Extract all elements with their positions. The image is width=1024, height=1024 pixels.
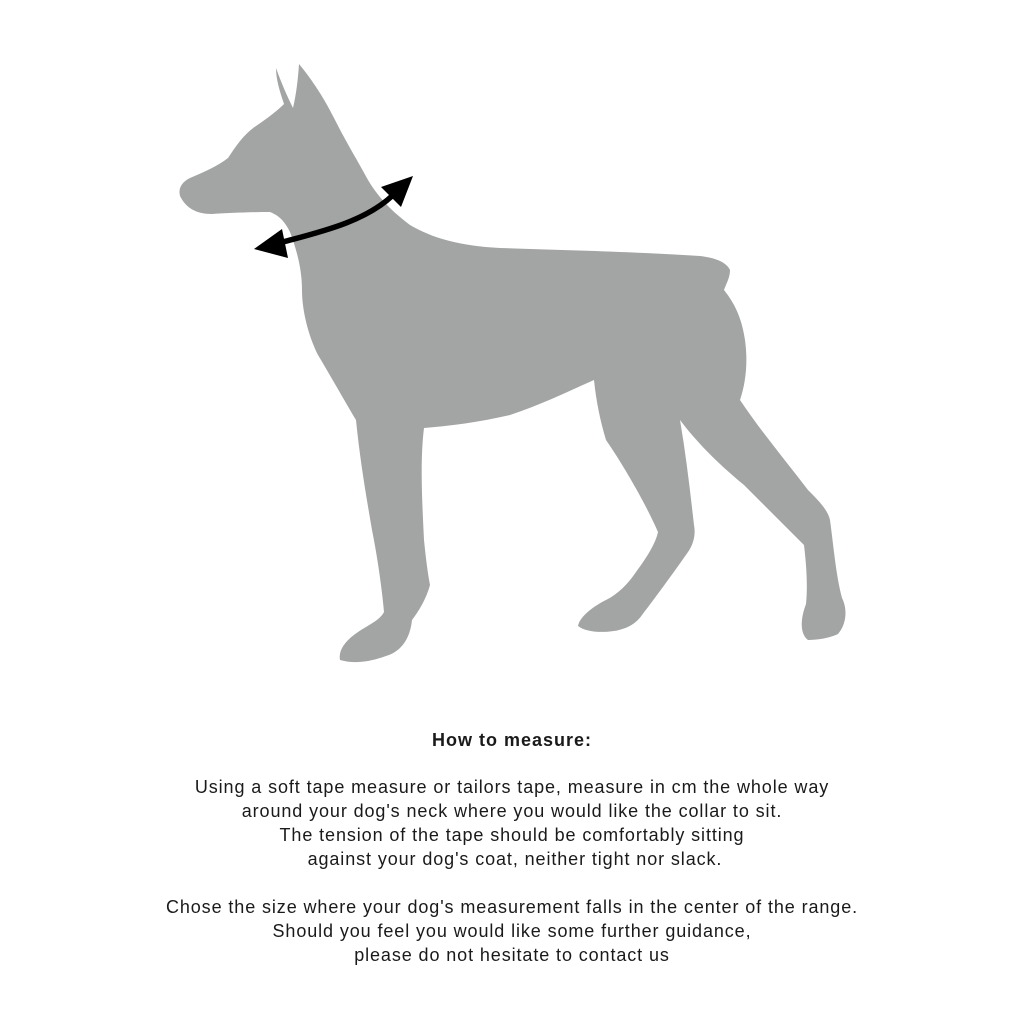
paragraph-line: around your dog's neck where you would like the collar to sit. — [241, 801, 783, 821]
paragraph-line: please do not hesitate to contact us — [354, 945, 670, 965]
paragraph-line: Chose the size where your dog's measurement falls in the center of the range. — [165, 897, 859, 917]
paragraph-line: The tension of the tape should be comfortably sitting — [279, 825, 745, 845]
instructions-heading: How to measure: — [431, 730, 593, 750]
paragraph-line: Using a soft tape measure or tailors tape, measure in cm the whole way — [194, 777, 830, 797]
dog-silhouette-icon — [179, 64, 845, 662]
paragraph-line: against your dog's coat, neither tight nor slack. — [301, 849, 723, 869]
paragraph-line: Should you feel you would like some further guidance, — [272, 921, 752, 941]
instructions-section — [0, 728, 1024, 967]
measure-instructions-paragraph — [0, 775, 1024, 871]
size-guidance-paragraph — [0, 895, 1024, 967]
